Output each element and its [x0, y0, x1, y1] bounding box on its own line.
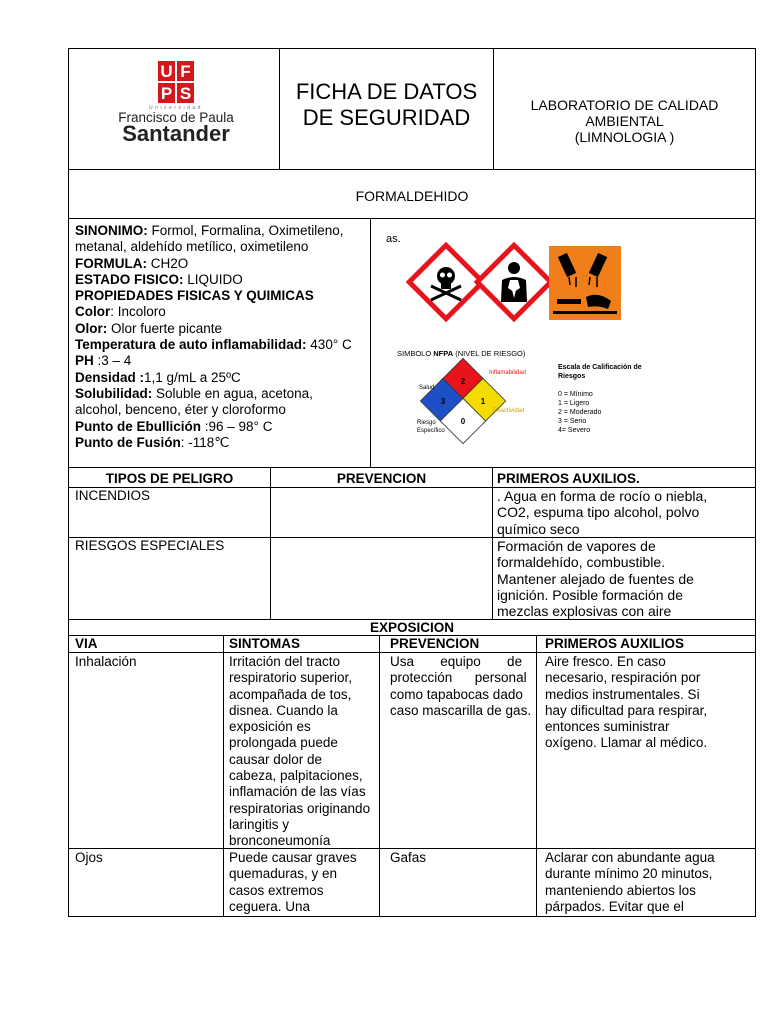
svg-text:Específico: Específico	[417, 428, 445, 434]
hazard-auxilios-cell: . Agua en forma de rocío o niebla, CO2, espuma tipo alcohol, polvo químico seco	[492, 487, 756, 538]
corrosive-icon	[549, 246, 621, 320]
hazards-header-tipo: TIPOS DE PELIGRO	[68, 467, 271, 488]
svg-text:0: 0	[460, 417, 466, 426]
hazards-header-prevencion: PREVENCION	[270, 467, 493, 488]
properties-text: SINONIMO: Formol, Formalina, Oximetileno, metanal, aldehído metílico, oximetileno FORMULA: CH2O ESTADO FISICO: LIQUIDO PROPIEDADES FISICAS Y QUIMICAS Color: Incoloro Olor: Olor fuerte picante Temperatura de auto inflamabilidad: 430° C PH :3 – 4 Densidad :1,1 g/mL a 25ºC Solubilidad: Soluble en agua, acetona, alcohol, benceno, éter y cloroformo Punto de Ebullición :96 – 98° C Punto de Fusión: -118℃	[75, 223, 370, 451]
prevencion-cell: Usa equipo de protección personal como tapabocas dado caso mascarilla de gas.	[379, 652, 537, 849]
svg-text:2 = Moderado: 2 = Moderado	[558, 409, 602, 416]
header-title-cell	[279, 48, 494, 170]
hazard-images-cell	[370, 218, 756, 468]
svg-text:Universidad: Universidad	[149, 105, 203, 111]
svg-text:1 = Ligero: 1 = Ligero	[558, 400, 590, 407]
header-lab-cell	[493, 48, 756, 170]
table-row: Ojos	[68, 848, 224, 917]
hazard-tipo: INCENDIOS	[75, 488, 151, 503]
substance-row	[68, 169, 756, 219]
hazard-prevencion-cell	[270, 537, 493, 620]
lab-name: LABORATORIO DE CALIDAD AMBIENTAL (LIMNOLOGIA )	[530, 97, 719, 145]
hazard-prevencion-cell	[270, 487, 493, 538]
svg-text:Francisco de Paula: Francisco de Paula	[118, 110, 234, 125]
svg-text:2: 2	[460, 377, 466, 386]
exposure-title-row: EXPOSICION	[68, 619, 756, 636]
hazard-auxilios-cell: Formación de vapores de formaldehído, combustible. Mantener alejado de fuentes de ignición. Posible formación de mezclas explosivas con aire	[492, 537, 756, 620]
exposure-header-prevencion: PREVENCION	[379, 635, 537, 653]
ghs-health-hazard-icon	[477, 245, 551, 319]
svg-text:F: F	[180, 62, 191, 81]
hazard-images	[371, 219, 755, 467]
svg-text:U: U	[160, 62, 173, 81]
hazard-tipo: RIESGOS ESPECIALES	[75, 538, 225, 553]
svg-text:S: S	[179, 84, 192, 103]
document-title: FICHA DE DATOS DE SEGURIDAD	[295, 79, 478, 130]
auxilios-cell: Aclarar con abundante agua durante mínimo 20 minutos, manteniendo abiertos los párpados. Evitar que el	[536, 848, 756, 917]
table-row: Inhalación	[68, 652, 224, 849]
estado-label: ESTADO FISICO:	[75, 271, 184, 287]
svg-text:3: 3	[440, 397, 446, 406]
svg-text:Reactividad: Reactividad	[493, 408, 525, 414]
prevencion-cell: Gafas	[379, 848, 537, 917]
svg-text:3 = Serio: 3 = Serio	[558, 418, 587, 425]
sinonimo-label: SINONIMO:	[75, 223, 148, 238]
svg-text:Salud: Salud	[419, 385, 435, 391]
university-logo	[69, 49, 279, 169]
substance-name: FORMALDEHIDO	[355, 188, 469, 204]
svg-text:0 = Mínimo: 0 = Mínimo	[558, 391, 593, 398]
svg-text:Inflamabilidad: Inflamabilidad	[489, 370, 527, 376]
exposure-header-via: VIA	[68, 635, 224, 653]
propiedades-title: PROPIEDADES FISICAS Y QUIMICAS	[75, 288, 314, 304]
svg-text:Riesgo: Riesgo	[417, 420, 436, 426]
svg-text:as.: as.	[386, 233, 401, 245]
auxilios-cell: Aire fresco. En caso necesario, respiración por medios instrumentales. Si hay dificultad para respirar, entonces suministrar oxígeno. Llamar al médico.	[536, 652, 756, 849]
svg-text:4= Severo: 4= Severo	[558, 427, 591, 434]
svg-text:Santander: Santander	[122, 121, 230, 146]
properties-cell	[68, 218, 371, 468]
svg-text:P: P	[160, 84, 173, 103]
svg-text:SIMBOLO NFPA (NIVEL DE RIESGO): SIMBOLO NFPA (NIVEL DE RIESGO)	[397, 349, 526, 358]
exposure-header-auxilios: PRIMEROS AUXILIOS	[536, 635, 756, 653]
svg-text:Escala de Calificación de: Escala de Calificación de	[558, 364, 642, 371]
sintomas-cell: Irritación del tracto respiratorio superior, acompañada de tos, disnea. Cuando la exposición es prolongada puede causar dolor de cabeza, palpitaciones, inflamación de las vías respiratorias originando laringitis y bronconeumonía	[223, 652, 380, 849]
header-logo-cell	[68, 48, 280, 170]
exposure-header-sintomas: SINTOMAS	[223, 635, 380, 653]
formula-label: FORMULA:	[75, 255, 147, 271]
svg-text:1: 1	[480, 397, 486, 406]
table-row	[68, 487, 271, 538]
hazards-header-auxilios: PRIMEROS AUXILIOS.	[492, 467, 756, 488]
ghs-toxic-skull-icon	[409, 245, 483, 319]
sintomas-cell: Puede causar graves quemaduras, y en casos extremos ceguera. Una	[223, 848, 380, 917]
table-row	[68, 537, 271, 620]
svg-text:Riesgos: Riesgos	[558, 373, 586, 380]
